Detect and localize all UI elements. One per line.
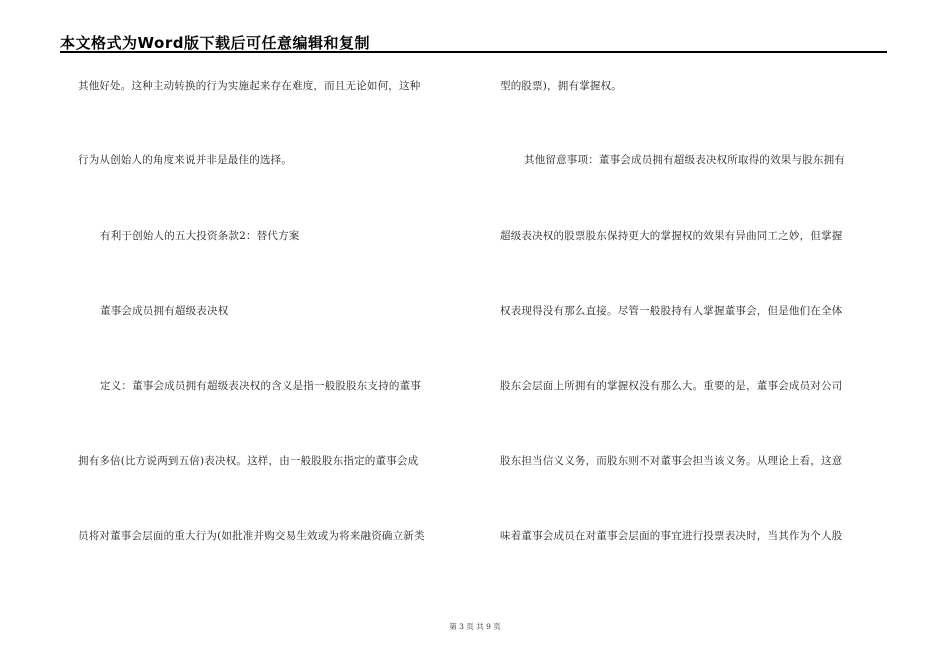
left-line-1: 其他好处。这种主动转换的行为实施起来存在难度，而且无论如何，这种	[78, 80, 421, 92]
right-line-1: 型的股票)，拥有掌握权。	[500, 80, 622, 92]
left-line-3: 有利于创始人的五大投资条款2：替代方案	[100, 230, 300, 242]
left-line-7: 员将对董事会层面的重大行为(如批准并购交易生效或为将来融资确立新类	[78, 530, 425, 542]
right-line-3: 超级表决权的股票股东保持更大的掌握权的效果有异曲同工之妙，但掌握	[500, 230, 843, 242]
left-line-4: 董事会成员拥有超级表决权	[100, 305, 229, 317]
right-line-4: 权表现得没有那么直接。尽管一般股持有人掌握董事会，但是他们在全体	[500, 305, 843, 317]
left-line-6: 拥有多倍(比方说两到五倍)表决权。这样，由一般股股东指定的董事会成	[78, 455, 419, 467]
page-number: 第 3 页 共 9 页	[449, 622, 501, 631]
right-line-6: 股东担当信义义务，而股东则不对董事会担当该义务。从理论上看，这意	[500, 455, 843, 467]
page-header-title: 本文格式为Word版下载后可任意编辑和复制	[60, 34, 370, 52]
right-line-7: 味着董事会成员在对董事会层面的事宜进行投票表决时，当其作为个人股	[500, 530, 843, 542]
left-line-5: 定义：董事会成员拥有超级表决权的含义是指一般股股东支持的董事	[100, 380, 421, 392]
header-divider	[60, 51, 887, 53]
left-line-2: 行为从创始人的角度来说并非是最佳的选择。	[78, 154, 292, 166]
right-line-5: 股东会层面上所拥有的掌握权没有那么大。重要的是，董事会成员对公司	[500, 380, 843, 392]
right-line-2: 其他留意事项：董事会成员拥有超级表决权所取得的效果与股东拥有	[524, 154, 845, 166]
